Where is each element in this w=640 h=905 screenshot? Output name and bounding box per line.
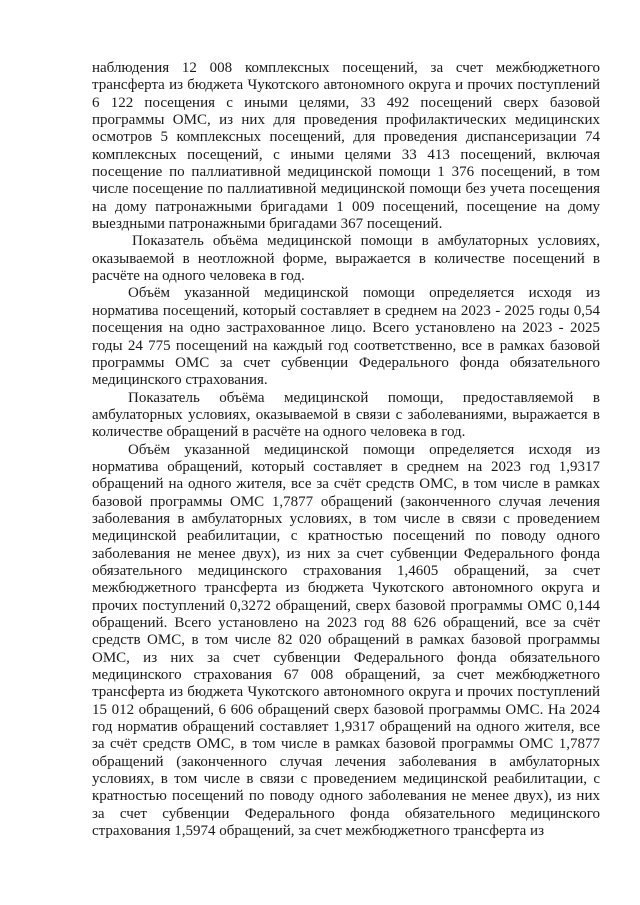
paragraph-disease-indicator: Показатель объёма медицинской помощи, предоставляемой в амбулаторных условиях, оказываемой в связи с заболеваниями, выражается в количестве обращений в расчёте на одного человека в год. — [92, 389, 600, 441]
paragraph-emergency-indicator: Показатель объёма медицинской помощи в амбулаторных условиях, оказываемой в неотложной форме, выражается в количестве посещений в расчёте на одного человека в год. — [92, 233, 600, 285]
paragraph-disease-volume: Объём указанной медицинской помощи определяется исходя из норматива обращений, который составляет в среднем на 2023 год 1,9317 обращений на одного жителя, все за счёт средств ОМС, в том числе в рамках базовой программы ОМС 1,7877 обращений (законченного случая лечения заболевания в амбулаторных условиях, в том числе в связи с проведением медицинской реабилитации, с кратностью посещений по поводу одного заболевания не менее двух), из них за счет субвенции Федерального фонда обязательного медицинского страхования 1,4605 обращений, за счет межбюджетного трансферта из бюджета Чукотского автономного округа и прочих поступлений 0,3272 обращений, сверх базовой программы ОМС 0,144 обращений. Всего установлено на 2023 год 88 626 обращений, все за счёт средств ОМС, в том числе 82 020 обращений в рамках базовой программы ОМС, из них за счет субвенции Федерального фонда обязательного медицинского страхования 67 008 обращений, за счет межбюджетного трансферта из бюджета Чукотского автономного округа и прочих поступлений 15 012 обращений, 6 606 обращений сверх базовой программы ОМС. На 2024 год норматив обращений составляет 1,9317 обращений на одного жителя, все за счёт средств ОМС, в том числе в рамках базовой программы ОМС 1,7877 обращений (законченного случая лечения заболевания в амбулаторных условиях, в том числе в связи с проведением медицинской реабилитации, с кратностью посещений по поводу одного заболевания не менее двух), из них за счет субвенции Федерального фонда обязательного медицинского страхования 1,5974 обращений, за счет межбюджетного трансферта из — [92, 441, 600, 840]
paragraph-emergency-volume: Объём указанной медицинской помощи определяется исходя из норматива посещений, который составляет в среднем на 2023 - 2025 годы 0,54 посещения на одно застрахованное лицо. Всего установлено на 2023 - 2025 годы 24 775 посещений на каждый год соответственно, все в рамках базовой программы ОМС за счет субвенции Федерального фонда обязательного медицинского страхования. — [92, 285, 600, 389]
document-page — [92, 60, 600, 840]
paragraph-outpatient-visits-continued: наблюдения 12 008 комплексных посещений, за счет межбюджетного трансферта из бюджета Чукотского автономного округа и прочих поступлений 6 122 посещения с иными целями, 33 492 посещений сверх базовой программы ОМС, из них для проведения профилактических медицинских осмотров 5 комплексных посещений, для проведения диспансеризации 74 комплексных посещений, с иными целями 33 413 посещений, включая посещение по паллиативной медицинской помощи 1 376 посещений, в том числе посещение по паллиативной медицинской помощи без учета посещения на дому патронажными бригадами 1 009 посещений, посещение на дому выездными патронажными бригадами 367 посещений. — [92, 60, 600, 233]
